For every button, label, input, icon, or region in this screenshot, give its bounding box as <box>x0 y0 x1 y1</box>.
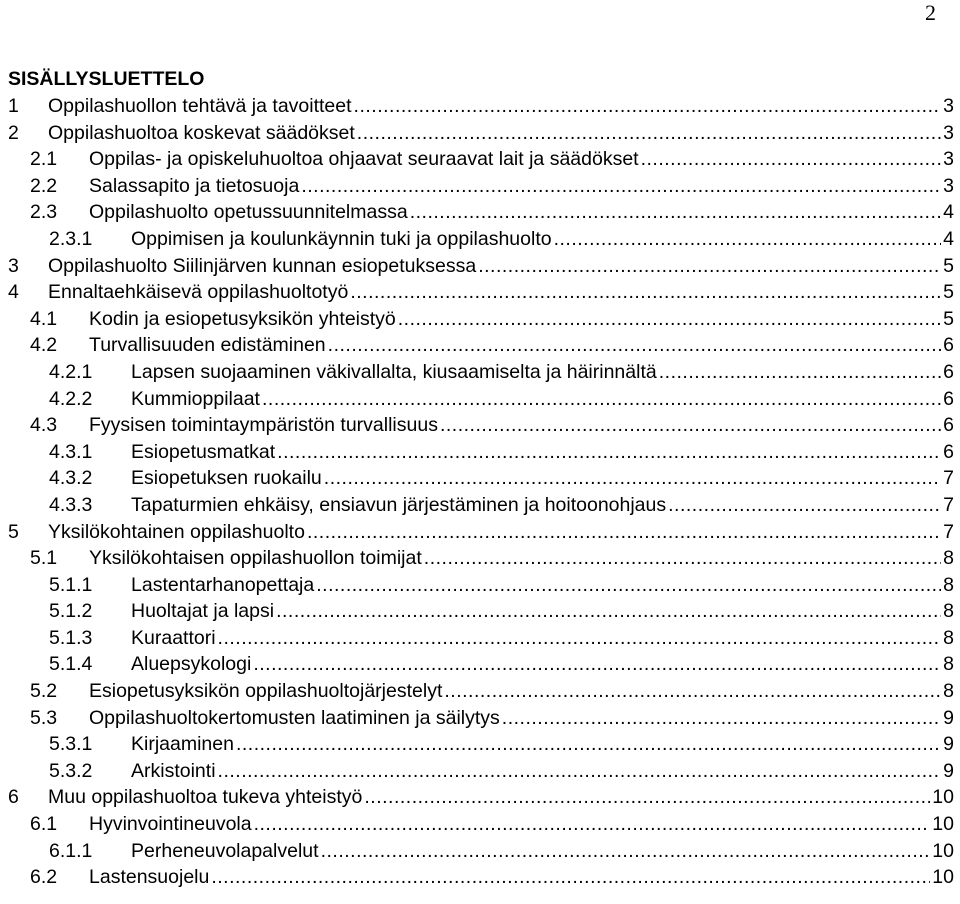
toc-entry-number: 5.1.3 <box>49 626 93 649</box>
toc-entry-title: Oppilashuoltokertomusten laatiminen ja säilytys <box>89 706 500 729</box>
toc-entry[interactable] <box>8 598 954 625</box>
toc-entry-title: Oppimisen ja koulunkäynnin tuki ja oppilashuolto <box>131 227 552 250</box>
toc-entry-number: 5.3.2 <box>49 759 93 782</box>
toc-dot-leader <box>502 705 941 732</box>
toc-entry-title: Fyysisen toimintaympäristön turvallisuus <box>89 414 438 437</box>
toc-entry[interactable] <box>8 93 954 120</box>
toc-entry-title: Oppilashuolto Siilinjärven kunnan esiopetuksessa <box>48 254 477 277</box>
toc-entry-page: 4 <box>943 227 954 250</box>
toc-entry[interactable] <box>8 386 954 413</box>
toc-entry-number: 6 <box>8 786 19 809</box>
toc-dot-leader <box>659 359 941 386</box>
toc-entry-page: 9 <box>943 706 954 729</box>
toc-entry-page: 10 <box>932 813 954 836</box>
toc-entry-page: 8 <box>943 653 954 676</box>
toc-entry-number: 1 <box>8 95 19 117</box>
toc-entry-title: Yksilökohtaisen oppilashuollon toimijat <box>89 547 422 570</box>
toc-entry[interactable] <box>8 864 954 891</box>
toc-entry-number: 4.1 <box>30 307 58 330</box>
toc-dot-leader <box>554 226 942 253</box>
toc-dot-leader <box>328 332 941 359</box>
toc-entry-page: 8 <box>943 626 954 649</box>
toc-entry[interactable] <box>8 359 954 386</box>
toc-entry-page: 8 <box>943 680 954 703</box>
toc-entry[interactable] <box>8 226 954 253</box>
toc-entry[interactable] <box>8 253 954 280</box>
toc-entry-page: 3 <box>943 174 954 197</box>
toc-dot-leader <box>316 572 941 599</box>
toc-entry-page: 5 <box>943 281 954 304</box>
toc-dot-leader <box>350 279 941 306</box>
toc-entry-number: 6.1 <box>30 813 58 836</box>
toc-dot-leader <box>398 306 941 333</box>
toc-entry[interactable] <box>8 439 954 466</box>
toc-dot-leader <box>440 412 941 439</box>
toc-entry-title: Lapsen suojaaminen väkivallalta, kiusaamiselta ja häirinnältä <box>131 360 657 383</box>
toc-entry-title: Oppilashuollon tehtävä ja tavoitteet <box>48 95 352 117</box>
toc-entry-title: Tapaturmien ehkäisy, ensiavun järjestäminen ja hoitoonohjaus <box>131 493 667 516</box>
toc-entry-number: 4 <box>8 281 19 304</box>
toc-entry[interactable] <box>8 545 954 572</box>
toc-dot-leader <box>444 678 941 705</box>
toc-dot-leader <box>478 253 941 280</box>
toc-entry-number: 4.3 <box>30 414 58 437</box>
toc-entry-number: 5.2 <box>30 680 58 703</box>
toc-dot-leader <box>211 864 930 891</box>
toc-entry[interactable] <box>8 705 954 732</box>
toc-entry-title: Turvallisuuden edistäminen <box>89 334 326 357</box>
toc-entry-page: 8 <box>943 547 954 570</box>
toc-entry-number: 5.1.4 <box>49 653 93 676</box>
toc-entry-number: 5.3.1 <box>49 733 93 756</box>
toc-dot-leader <box>254 811 931 838</box>
toc-entry-title: Kummioppilaat <box>131 387 260 410</box>
toc-entry-number: 2.3 <box>30 201 58 224</box>
toc-entry-title: Esiopetusmatkat <box>131 440 276 463</box>
toc-entry-page: 3 <box>943 121 954 144</box>
toc-entry[interactable] <box>8 572 954 599</box>
toc-dot-leader <box>277 439 941 466</box>
toc-entry[interactable] <box>8 758 954 785</box>
toc-entry-number: 2.1 <box>30 148 58 171</box>
toc-dot-leader <box>354 93 942 120</box>
toc-entry-number: 5.1.2 <box>49 600 93 623</box>
toc-entry[interactable] <box>8 146 954 173</box>
toc-entry[interactable] <box>8 306 954 333</box>
toc-entry-title: Lastensuojelu <box>89 866 210 889</box>
toc-entry-number: 4.2.2 <box>49 387 93 410</box>
toc-entry[interactable] <box>8 465 954 492</box>
toc-entry[interactable] <box>8 199 954 226</box>
toc-entry-number: 3 <box>8 254 19 277</box>
toc-entry[interactable] <box>8 784 954 811</box>
toc-entry-number: 4.2.1 <box>49 360 93 383</box>
toc-entry-number: 2.3.1 <box>49 227 93 250</box>
toc-entry[interactable] <box>8 811 954 838</box>
toc-entry-number: 4.3.2 <box>49 467 93 490</box>
toc-entry-page: 6 <box>943 414 954 437</box>
toc-dot-leader <box>668 492 941 519</box>
toc-entry-number: 4.3.3 <box>49 493 93 516</box>
toc-dot-leader <box>364 784 930 811</box>
toc-entry-title: Lastentarhanopettaja <box>131 573 315 596</box>
toc-entry-page: 7 <box>943 493 954 516</box>
toc-entry-number: 5.3 <box>30 706 58 729</box>
toc-entry-title: Aluepsykologi <box>131 653 252 676</box>
toc-entry[interactable] <box>8 625 954 652</box>
toc-entry[interactable] <box>8 120 954 147</box>
toc-entry-number: 5 <box>8 520 19 543</box>
toc-entry-title: Huoltajat ja lapsi <box>131 600 275 623</box>
toc-entry[interactable] <box>8 651 954 678</box>
toc-entry-number: 4.3.1 <box>49 440 93 463</box>
toc-dot-leader <box>641 146 942 173</box>
toc-dot-leader <box>262 386 941 413</box>
toc-entry-page: 6 <box>943 360 954 383</box>
toc-entry-number: 5.1.1 <box>49 573 93 596</box>
toc-entry-number: 6.1.1 <box>49 839 93 862</box>
toc-dot-leader <box>321 838 931 865</box>
toc-entry[interactable] <box>8 279 954 306</box>
toc-entry-title: Oppilas- ja opiskeluhuoltoa ohjaavat seuraavat lait ja säädökset <box>89 148 639 171</box>
toc-entry-page: 10 <box>932 866 954 889</box>
page-number: 2 <box>925 0 936 25</box>
toc-entry[interactable] <box>8 838 954 865</box>
toc-title: SISÄLLYSLUETTELO <box>8 68 205 90</box>
toc-entry-title: Ennaltaehkäisevä oppilashuoltotyö <box>48 281 349 304</box>
toc-entry-page: 3 <box>943 148 954 171</box>
toc-entry-title: Arkistointi <box>131 759 216 782</box>
toc-entry-number: 5.1 <box>30 547 58 570</box>
toc-entry[interactable] <box>8 492 954 519</box>
toc-entry-page: 4 <box>943 201 954 224</box>
toc-entry-page: 5 <box>943 254 954 277</box>
toc-entry-title: Esiopetuksen ruokailu <box>131 467 322 490</box>
toc-entry-page: 7 <box>943 467 954 490</box>
toc-entry-number: 4.2 <box>30 334 58 357</box>
toc-entry-title: Salassapito ja tietosuoja <box>89 174 300 197</box>
toc-entry-number: 2.2 <box>30 174 58 197</box>
toc-entry[interactable] <box>8 678 954 705</box>
toc-entry[interactable] <box>8 332 954 359</box>
toc-entry-page: 8 <box>943 600 954 623</box>
toc-entry-page: 6 <box>943 334 954 357</box>
toc-entry-page: 10 <box>932 786 954 809</box>
toc-entry-title: Esiopetusyksikön oppilashuoltojärjestelyt <box>89 680 443 703</box>
toc-dot-leader <box>301 173 941 200</box>
toc-entry-title: Hyvinvointineuvola <box>89 813 252 836</box>
toc-dot-leader <box>253 651 941 678</box>
toc-entry-page: 10 <box>932 839 954 862</box>
toc-entry-number: 6.2 <box>30 866 58 889</box>
toc-entry[interactable] <box>8 731 954 758</box>
toc-entry-title: Oppilashuolto opetussuunnitelmassa <box>89 201 408 224</box>
toc-entry[interactable] <box>8 173 954 200</box>
toc-entry-page: 9 <box>943 733 954 756</box>
toc-entry-title: Perheneuvolapalvelut <box>131 839 319 862</box>
toc-entry-page: 5 <box>943 307 954 330</box>
toc-entry-page: 7 <box>943 520 954 543</box>
toc-dot-leader <box>218 625 942 652</box>
toc-dot-leader <box>424 545 941 572</box>
toc-entry-title: Muu oppilashuoltoa tukeva yhteistyö <box>48 786 363 809</box>
toc-entries <box>8 93 954 891</box>
toc-dot-leader <box>324 465 941 492</box>
toc-entry[interactable] <box>8 519 954 546</box>
toc-dot-leader <box>307 519 941 546</box>
toc-entry-page: 6 <box>943 387 954 410</box>
toc-dot-leader <box>276 598 941 625</box>
toc-entry-title: Kirjaaminen <box>131 733 234 756</box>
table-of-contents <box>8 66 954 891</box>
toc-entry-page: 8 <box>943 573 954 596</box>
toc-entry-number: 2 <box>8 121 19 144</box>
toc-entry-title: Yksilökohtainen oppilashuolto <box>48 520 305 543</box>
toc-entry-title: Oppilashuoltoa koskevat säädökset <box>48 121 355 144</box>
toc-entry-title: Kodin ja esiopetusyksikön yhteistyö <box>89 307 396 330</box>
toc-entry-page: 9 <box>943 759 954 782</box>
toc-dot-leader <box>357 120 941 147</box>
toc-entry-page: 3 <box>943 95 954 117</box>
toc-entry-page: 6 <box>943 440 954 463</box>
toc-dot-leader <box>236 731 941 758</box>
toc-dot-leader <box>410 199 941 226</box>
toc-dot-leader <box>218 758 942 785</box>
toc-entry[interactable] <box>8 412 954 439</box>
toc-entry-title: Kuraattori <box>131 626 216 649</box>
